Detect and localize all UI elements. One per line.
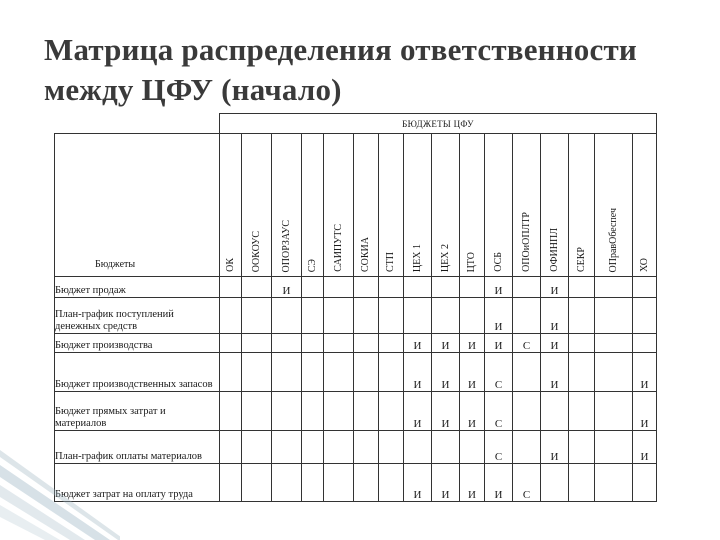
matrix-cell: С <box>513 464 541 502</box>
table-row <box>55 298 657 334</box>
column-header-label: СТП <box>385 252 396 272</box>
column-header <box>302 134 324 277</box>
matrix-cell: И <box>460 353 485 392</box>
row-label: План-график оплаты материалов <box>55 431 220 464</box>
matrix-cell <box>354 464 379 502</box>
matrix-cell <box>302 431 324 464</box>
column-header <box>324 134 354 277</box>
group-header: БЮДЖЕТЫ ЦФУ <box>220 114 657 134</box>
matrix-cell <box>513 277 541 298</box>
matrix-cell <box>242 298 272 334</box>
column-header-label: СЕКР <box>575 246 587 272</box>
matrix-cell <box>633 298 657 334</box>
matrix-cell: И <box>541 431 569 464</box>
matrix-cell <box>569 431 595 464</box>
matrix-cell <box>379 298 404 334</box>
matrix-cell: И <box>541 277 569 298</box>
matrix-cell <box>460 431 485 464</box>
matrix-cell: И <box>404 464 432 502</box>
matrix-cell <box>595 334 633 353</box>
matrix-cell: С <box>485 392 513 431</box>
matrix-cell: И <box>404 334 432 353</box>
matrix-cell: И <box>485 334 513 353</box>
responsibility-matrix <box>54 113 657 502</box>
matrix-cell <box>569 392 595 431</box>
corner-label: Бюджеты <box>55 134 220 277</box>
column-header <box>595 134 633 277</box>
column-header <box>354 134 379 277</box>
matrix-cell <box>513 298 541 334</box>
matrix-cell: И <box>432 334 460 353</box>
matrix-cell <box>272 334 302 353</box>
matrix-cell <box>354 392 379 431</box>
matrix-cell <box>354 431 379 464</box>
matrix-cell <box>513 431 541 464</box>
column-header-label: СЭ <box>306 258 318 272</box>
matrix-cell <box>220 277 242 298</box>
matrix-cell <box>272 353 302 392</box>
column-header <box>513 134 541 277</box>
matrix-cell <box>242 353 272 392</box>
matrix-cell: И <box>460 464 485 502</box>
matrix-cell <box>324 353 354 392</box>
matrix-cell <box>460 277 485 298</box>
row-label: Бюджет продаж <box>55 277 220 298</box>
matrix-cell <box>379 353 404 392</box>
column-header-label: ОК <box>224 258 236 272</box>
matrix-cell <box>595 431 633 464</box>
matrix-cell <box>302 334 324 353</box>
column-header-label: СОКИА <box>360 236 371 272</box>
matrix-cell: И <box>541 353 569 392</box>
row-label: Бюджет производственных запасов <box>55 353 220 392</box>
table-row <box>55 277 657 298</box>
matrix-cell: С <box>485 431 513 464</box>
matrix-cell <box>595 277 633 298</box>
matrix-cell <box>354 298 379 334</box>
matrix-cell <box>242 431 272 464</box>
matrix-cell <box>404 277 432 298</box>
column-header-label: ОПравОбеспеч <box>607 207 619 272</box>
matrix-cell <box>379 392 404 431</box>
matrix-cell <box>569 298 595 334</box>
matrix-cell <box>595 392 633 431</box>
matrix-cell <box>379 277 404 298</box>
page-title: Матрица распределения ответственности между ЦФУ (начало) <box>44 32 637 107</box>
matrix-cell <box>242 334 272 353</box>
matrix-cell <box>404 298 432 334</box>
matrix-cell <box>324 277 354 298</box>
row-label: Бюджет затрат на оплату труда <box>55 464 220 502</box>
column-header-label: ОСБ <box>492 252 504 272</box>
matrix-cell: И <box>272 277 302 298</box>
matrix-cell <box>242 392 272 431</box>
matrix-cell <box>302 298 324 334</box>
column-header <box>379 134 404 277</box>
column-header <box>242 134 272 277</box>
matrix-cell <box>432 277 460 298</box>
matrix-cell <box>379 334 404 353</box>
matrix-cell <box>569 334 595 353</box>
matrix-cell <box>324 334 354 353</box>
matrix-cell: И <box>633 353 657 392</box>
corner-spacer <box>55 114 220 134</box>
matrix-cell <box>242 277 272 298</box>
matrix-cell <box>302 392 324 431</box>
matrix-cell <box>324 464 354 502</box>
column-header <box>220 134 242 277</box>
column-header-row <box>55 134 657 277</box>
matrix-cell <box>302 277 324 298</box>
matrix-cell: И <box>460 334 485 353</box>
column-header-label: ОПОРЗАУС <box>280 219 292 272</box>
table-row <box>55 464 657 502</box>
matrix-cell <box>272 392 302 431</box>
matrix-cell: С <box>485 353 513 392</box>
row-label: Бюджет производства <box>55 334 220 353</box>
matrix-cell <box>432 298 460 334</box>
column-header-label: ООКОУС <box>250 230 262 272</box>
table-row <box>55 431 657 464</box>
matrix-cell <box>272 464 302 502</box>
row-label: План-график поступлений денежных средств <box>55 298 220 334</box>
matrix-cell <box>324 392 354 431</box>
matrix-cell <box>272 298 302 334</box>
matrix-cell: И <box>633 392 657 431</box>
matrix-cell <box>460 298 485 334</box>
matrix-cell <box>324 298 354 334</box>
matrix-cell <box>569 464 595 502</box>
group-header-row <box>55 114 657 134</box>
row-label: Бюджет прямых затрат и материалов <box>55 392 220 431</box>
column-header <box>404 134 432 277</box>
column-header <box>541 134 569 277</box>
matrix-cell <box>541 464 569 502</box>
column-header-label: ЦЕХ 2 <box>439 243 451 272</box>
matrix-cell <box>302 464 324 502</box>
matrix-cell <box>633 464 657 502</box>
matrix-cell: И <box>485 464 513 502</box>
matrix-cell: И <box>404 353 432 392</box>
matrix-cell <box>354 353 379 392</box>
column-header <box>460 134 485 277</box>
matrix-cell: И <box>485 298 513 334</box>
column-header <box>485 134 513 277</box>
decorative-stripes <box>0 445 120 540</box>
matrix-cell: И <box>633 431 657 464</box>
column-header-label: ЦТО <box>466 251 477 272</box>
matrix-body <box>55 277 657 502</box>
table-row <box>55 353 657 392</box>
column-header-label: ЦЕХ 1 <box>411 243 423 272</box>
matrix-cell <box>595 464 633 502</box>
matrix-cell <box>354 277 379 298</box>
matrix-cell <box>541 392 569 431</box>
matrix-cell <box>432 431 460 464</box>
matrix-cell: С <box>513 334 541 353</box>
column-header <box>569 134 595 277</box>
matrix-cell <box>220 334 242 353</box>
matrix-cell: И <box>404 392 432 431</box>
matrix-cell <box>404 431 432 464</box>
matrix-cell <box>633 334 657 353</box>
matrix-cell <box>569 277 595 298</box>
matrix-cell <box>595 353 633 392</box>
matrix-cell: И <box>541 298 569 334</box>
matrix-cell <box>513 392 541 431</box>
matrix-cell <box>379 464 404 502</box>
matrix-cell <box>379 431 404 464</box>
matrix-cell: И <box>432 353 460 392</box>
column-header <box>432 134 460 277</box>
matrix-cell <box>569 353 595 392</box>
matrix-cell <box>513 353 541 392</box>
column-header <box>272 134 302 277</box>
table-row <box>55 392 657 431</box>
matrix-cell <box>220 392 242 431</box>
matrix-cell <box>220 298 242 334</box>
column-header <box>633 134 657 277</box>
matrix-cell: И <box>460 392 485 431</box>
column-header-label: ОПОиОПЛТР <box>520 212 532 272</box>
table-row <box>55 334 657 353</box>
column-header-label: ХО <box>638 258 650 272</box>
matrix-cell: И <box>432 464 460 502</box>
matrix-cell <box>354 334 379 353</box>
matrix-cell <box>220 353 242 392</box>
column-header-label: ОФИНПЛ <box>548 228 560 272</box>
matrix-cell <box>220 464 242 502</box>
matrix-cell <box>302 353 324 392</box>
matrix-cell <box>272 431 302 464</box>
matrix-cell: И <box>541 334 569 353</box>
matrix-cell <box>633 277 657 298</box>
matrix-cell: И <box>485 277 513 298</box>
matrix-cell <box>595 298 633 334</box>
matrix-cell <box>324 431 354 464</box>
matrix-cell <box>220 431 242 464</box>
matrix-cell: И <box>432 392 460 431</box>
column-header-label: САИПУТС <box>332 224 344 272</box>
matrix-cell <box>242 464 272 502</box>
